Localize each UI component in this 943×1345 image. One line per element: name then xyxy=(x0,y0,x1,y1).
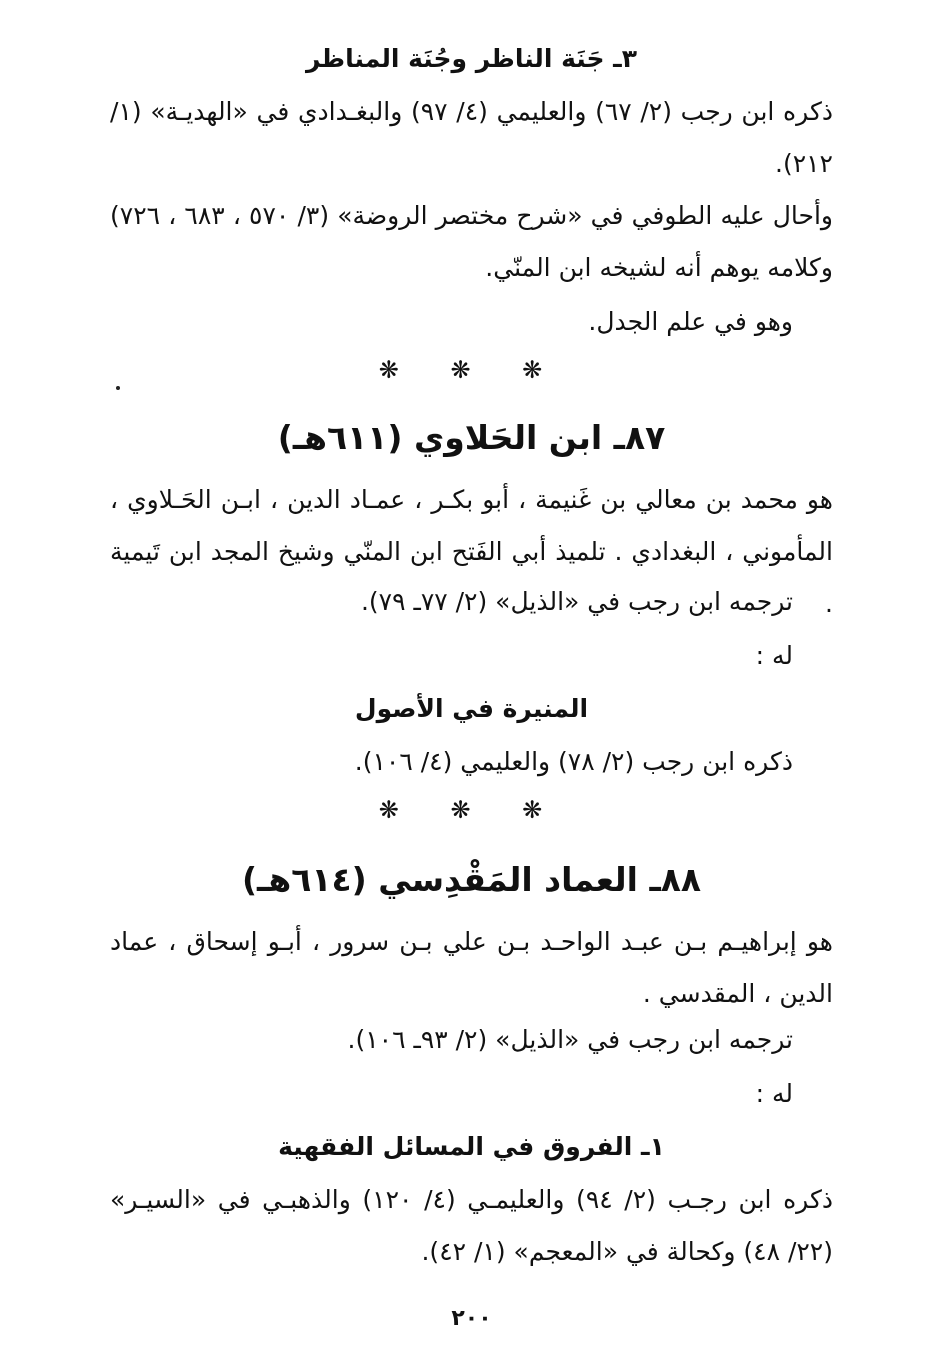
paragraph-e87-3: له : xyxy=(755,641,793,670)
paragraph-s1-1: ذكره ابن رجب (٢/ ٦٧) والعليمي (٤/ ٩٧) والبغـدادي في «الهديـة» (١/ ٢١٢). xyxy=(110,97,833,178)
entry-title-87: ٨٧ـ ابن الحَلاوي (٦١١هـ) xyxy=(277,418,666,457)
page-number: ٢٠٠ xyxy=(451,1306,492,1331)
paragraph-e88-3: له : xyxy=(755,1079,793,1108)
paragraph-e87-work: ذكره ابن رجب (٢/ ٧٨) والعليمي (٤/ ١٠٦). xyxy=(354,747,793,776)
paragraph-e87-1: هو محمد بن معالي بن غَنيمة ، أبو بكـر ، عمـاد الدين ، ابـن الحَـلاوي ، المأموني ، البغدادي . تلميذ أبي الفَتح ابن المنّي وشيخ المجد ابن تَيمية . xyxy=(110,485,833,618)
section-divider-stars: ❋ ❋ ❋ xyxy=(378,796,565,824)
work-title-88: ١ـ الفروق في المسائل الفقهية xyxy=(278,1132,665,1161)
paragraph-e87-2: ترجمه ابن رجب في «الذيل» (٢/ ٧٧ـ ٧٩). xyxy=(360,587,793,616)
section-divider-stars: ❋ ❋ ❋ xyxy=(378,356,565,384)
print-speck xyxy=(116,386,120,390)
entry-title-88: ٨٨ـ العماد المَقْدِسي (٦١٤هـ) xyxy=(241,860,702,899)
section-heading-1: ٣ـ جَنَة الناظر وجُنَة المناظر xyxy=(306,44,637,73)
paragraph-e88-1: هو إبراهيـم بـن عبـد الواحـد بـن علي بـن سرور ، أبـو إسحاق ، عماد الدين ، المقدسي . xyxy=(110,927,833,1008)
paragraph-e88-work: ذكره ابن رجـب (٢/ ٩٤) والعليمـي (٤/ ١٢٠) والذهبـي في «السيـر» (٢٢/ ٤٨) وكحالة في «المعجم» (١/ ٤٢). xyxy=(110,1185,834,1266)
work-title-87: المنيرة في الأصول xyxy=(354,694,589,723)
paragraph-e88-2: ترجمه ابن رجب في «الذيل» (٢/ ٩٣ـ ١٠٦). xyxy=(347,1025,793,1054)
paragraph-s1-2: وأحال عليه الطوفي في «شرح مختصر الروضة» (٣/ ٥٧٠ ، ٦٨٣ ، ٧٢٦) وكلامه يوهم أنه لشيخه ابن المنّي. xyxy=(110,201,833,282)
paragraph-s1-3: وهو في علم الجدل. xyxy=(588,307,793,336)
